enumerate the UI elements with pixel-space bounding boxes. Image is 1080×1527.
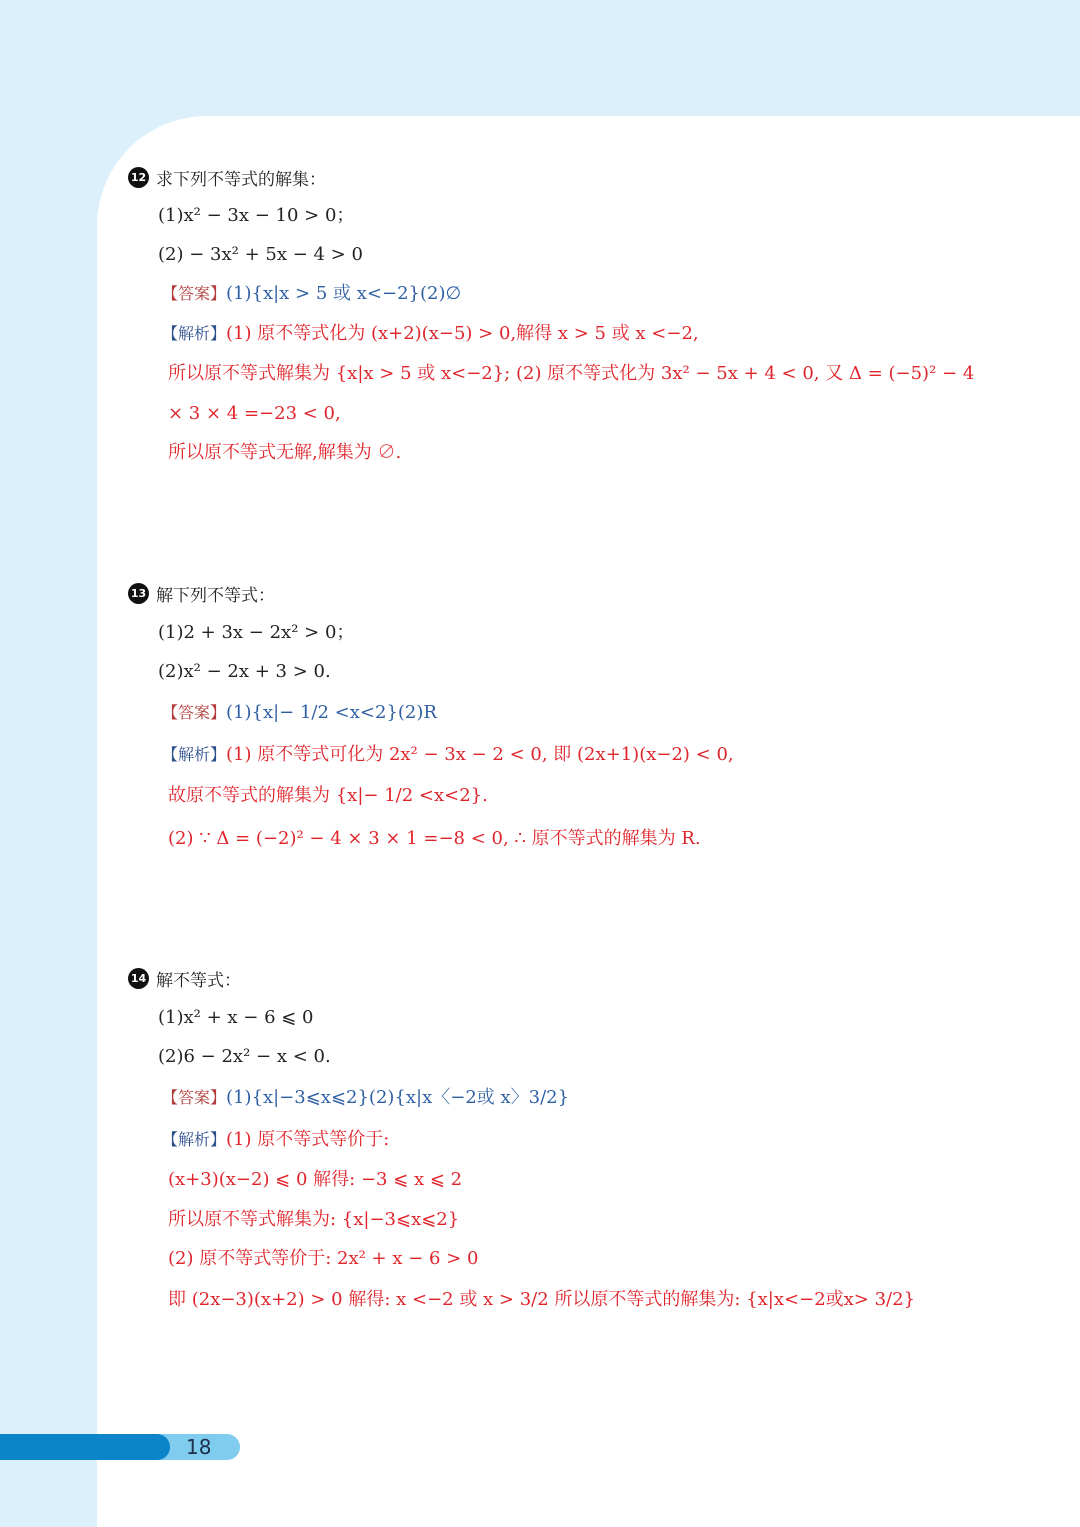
analysis-line: 所以原不等式无解,解集为 ∅. — [168, 442, 402, 463]
analysis-line: 所以原不等式解集为: {x|−3⩽x⩽2} — [168, 1209, 460, 1230]
answer-tag: 【答案】 — [162, 284, 227, 303]
problem-header — [128, 963, 241, 993]
problem-12 — [128, 162, 975, 463]
part-1: (1)x² + x − 6 ⩽ 0 — [158, 1007, 314, 1028]
analysis-line: 即 (2x−3)(x+2) > 0 解得: x <−2 或 x > 3/2 所以原不等式的解集为: {x|x<−2或x> 3/2} — [168, 1289, 916, 1310]
part-1: (1)x² − 3x − 10 > 0； — [158, 205, 355, 226]
answer-text: (1){x|x > 5 或 x<−2}(2)∅ — [226, 283, 462, 304]
part-2: (2) − 3x² + 5x − 4 > 0 — [158, 244, 363, 265]
analysis-text: (1) 原不等式化为 (x+2)(x−5) > 0,解得 x > 5 或 x <−2, — [226, 323, 699, 344]
problem-number-badge: 12 — [128, 167, 149, 188]
part-2: (2)x² − 2x + 3 > 0. — [158, 661, 331, 682]
part-1: (1)2 + 3x − 2x² > 0； — [158, 622, 355, 643]
answer-tag: 【答案】 — [162, 1088, 227, 1107]
answer-text: (1){x|−3⩽x⩽2}(2){x|x〈−2或 x〉3/2} — [226, 1087, 570, 1108]
analysis-text: (1) 原不等式可化为 2x² − 3x − 2 < 0, 即 (2x+1)(x−2) < 0, — [226, 744, 734, 765]
answer-line — [162, 698, 437, 728]
analysis-line — [162, 1125, 389, 1155]
answer-line — [162, 279, 461, 309]
problem-number-badge: 13 — [128, 583, 149, 604]
page-number: 18 — [186, 1435, 212, 1459]
analysis-tag: 【解析】 — [162, 1130, 227, 1149]
problem-prompt: 解下列不等式： — [156, 585, 275, 606]
analysis-line — [162, 319, 699, 349]
problem-header — [128, 162, 326, 192]
problem-14 — [128, 963, 916, 1310]
analysis-line: (x+3)(x−2) ⩽ 0 解得: −3 ⩽ x ⩽ 2 — [168, 1169, 463, 1190]
analysis-line: (2) ∵ Δ = (−2)² − 4 × 3 × 1 =−8 < 0, ∴ 原不等式的解集为 R. — [168, 828, 701, 849]
problem-prompt: 解不等式： — [156, 970, 241, 991]
answer-text: (1){x|− 1/2 <x<2}(2)R — [226, 702, 437, 723]
problem-header — [128, 578, 275, 608]
analysis-tag: 【解析】 — [162, 324, 227, 343]
analysis-line: (2) 原不等式等价于: 2x² + x − 6 > 0 — [168, 1248, 479, 1269]
page-number-tab-accent — [0, 1434, 170, 1460]
answer-tag: 【答案】 — [162, 703, 227, 722]
analysis-line: × 3 × 4 =−23 < 0, — [168, 403, 341, 424]
analysis-line: 故原不等式的解集为 {x|− 1/2 <x<2}. — [168, 785, 488, 806]
problem-13 — [128, 578, 734, 849]
part-2: (2)6 − 2x² − x < 0. — [158, 1046, 331, 1067]
analysis-text: (1) 原不等式等价于: — [226, 1129, 390, 1150]
analysis-line: 所以原不等式解集为 {x|x > 5 或 x<−2}; (2) 原不等式化为 3x² − 5x + 4 < 0, 又 Δ = (−5)² − 4 — [168, 363, 975, 384]
problem-number-badge: 14 — [128, 968, 149, 989]
analysis-line — [162, 740, 734, 770]
analysis-tag: 【解析】 — [162, 745, 227, 764]
answer-line — [162, 1083, 569, 1113]
problem-prompt: 求下列不等式的解集： — [156, 169, 326, 190]
